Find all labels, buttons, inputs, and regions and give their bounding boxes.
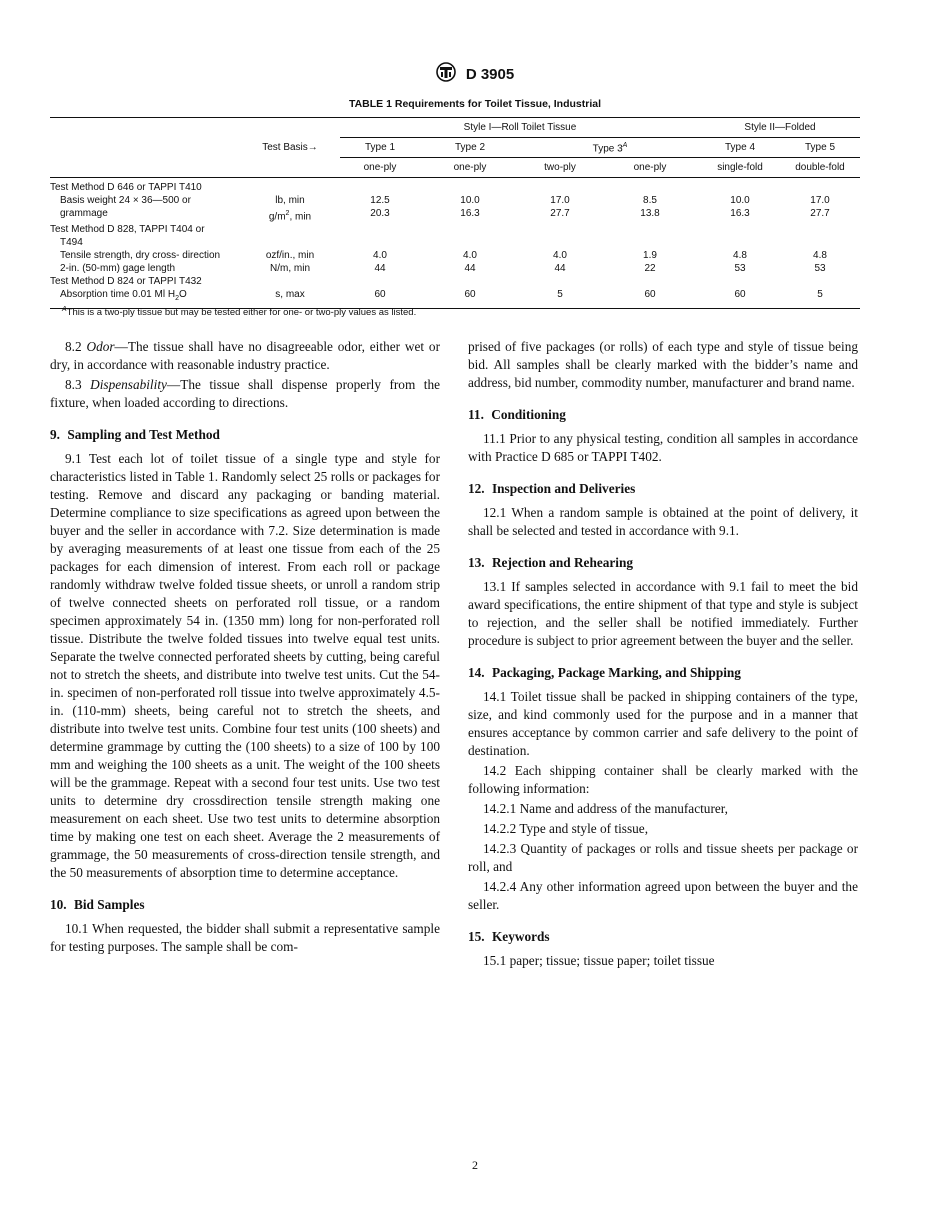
table-cell: 4.0 [373,250,387,262]
section-14-heading [468,664,858,682]
section-15-heading [468,928,858,946]
section-12-heading [468,480,858,498]
section-title: Packaging, Package Marking, and Shipping [491,665,741,680]
table-cell: 10.0 [460,195,480,206]
table-cell: 27.7 [550,208,570,219]
table-cell: 44 [554,263,566,275]
table-cell: 4.8 [733,250,747,262]
grammage-label: grammage [60,208,108,219]
section-13-heading [468,554,858,572]
table-row [50,262,860,275]
table-cell: 5 [780,288,860,309]
paragraph-10-1: 10.1 When requested, the bidder shall submit a representative sample for testing purposes. The sample shall be com- [50,921,440,954]
para-term: Dispensability [90,377,167,392]
ply-3a: two-ply [520,158,600,178]
table-cell: 17.0 [810,195,830,206]
tensile-label: Tensile strength, dry cross- direction [60,250,221,262]
table-cell: 60 [340,288,420,309]
para-text: —The tissue shall have no disagreeable odor, either wet or dry, in accordance with reasonable industry practice. [50,339,440,372]
table-footnote [62,306,416,318]
footnote-text: This is a two-ply tissue but may be tested either for one- or two-ply values as listed. [66,307,417,319]
paragraph-9-1: 9.1 Test each lot of toilet tissue of a single type and style for characteristics listed in Table 1. Randomly select 25 rolls or packages for testing. Remove and discard any packaging or banding material. Determine compliance to size specifications as agreed upon between the buyer and the seller in accordance with 7.2. Size determination is made by averaging measurements of at least one tissue from each of the 25 packages for each dimension of interest. From each roll or package randomly withdraw twelve folded tissue sheets, or unroll a random strip of twelve connected sheets on perforated roll tissue, or a random specimen approximately 54 in. (1350 mm) long for non-perforated roll tissue. Distribute the twelve folded tissues into twelve equal test units. Separate the twelve connected perforated sheets by cutting, being careful not to stretch the sheets, and distribute into twelve test units. Cut the 54-in. specimen of non-perforated roll tissue into twelve approximately 4.5-in. (110-mm) sheets, being careful not to stretch the sheets, and distribute into twelve test units. Combine four test units (100 sheets) and determine grammage by cutting the (100 sheets) to a size of 100 by 100 mm and weighing the 100 sheets as a unit. The weight of the 100 sheets will be the grammage. Repeat with a second four test units. Use two test units to determine dry crossdirection tensile strength making one measurement on each sheet. Use two test units to determine absorption time by making one test on each sheet. Average the 2 measurements of grammage, the 50 measurements of cross-direction tensile strength, and the 50 measurements of absorption time to determine acceptance. [50,451,440,880]
section-number: 12. [468,481,485,496]
table-row [50,223,860,236]
table-cell: 12.5 [370,195,390,206]
ply-3b: one-ply [600,158,700,178]
method-3-label: Test Method D 824 or TAPPI T432 [50,276,202,288]
grammage-unit [240,207,340,223]
paragraph-14-2-1: 14.2.1 Name and address of the manufacturer, [483,801,728,816]
table-cell: 60 [700,288,780,309]
paragraph-14-2-2: 14.2.2 Type and style of tissue, [483,821,649,836]
table-row [50,236,860,249]
tensile-unit: ozf/in., min [265,250,315,262]
para-text: —The tissue shall dispense properly from the fixture, when loaded according to directions. [50,377,440,410]
section-number: 14. [468,665,485,680]
table-row [50,207,860,223]
paragraph-11-1: 11.1 Prior to any physical testing, condition all samples in accordance with Practice D 685 or TAPPI T402. [468,431,858,464]
absorption-label-sub: 2 [175,295,179,303]
requirements-table [50,117,860,309]
para-number: 8.2 [65,339,82,354]
section-number: 15. [468,929,485,944]
table-cell: 17.0 [550,195,570,206]
section-number: 13. [468,555,485,570]
table-cell: 53 [814,263,826,275]
table-cell: 60 [420,288,520,309]
table-cell: 44 [464,263,476,275]
table-cell: 53 [734,263,746,275]
paragraph-8-3 [50,376,440,412]
paragraph-13-1: 13.1 If samples selected in accordance with 9.1 fail to meet the bid award specifications, the entire shipment of that type and style is subject to rejection, and the seller shall be notified immediately. Further procedure is subject to prior agreement between the buyer and the seller. [468,579,858,648]
section-number: 10. [50,897,67,912]
table-cell: 4.8 [813,250,827,262]
table-cell: 16.3 [730,208,750,219]
grammage-unit-exp: 2 [285,210,290,217]
type-2-header: Type 2 [420,138,520,158]
paragraph-15-1: 15.1 paper; tissue; tissue paper; toilet tissue [483,953,715,968]
paragraph-8-2 [50,338,440,374]
paragraph-14-2-4: 14.2.4 Any other information agreed upon between the buyer and the seller. [468,879,858,912]
section-9-heading [50,426,440,444]
table-row [50,178,860,195]
paragraph-14-2: 14.2 Each shipping container shall be clearly marked with the following information: [468,763,858,796]
section-title: Rejection and Rehearing [491,555,634,570]
section-title: Sampling and Test Method [67,427,220,442]
section-11-heading [468,406,858,424]
ply-4: single-fold [700,158,780,178]
type-3-footnote-mark: A [622,142,628,150]
style-2-header: Style II—Folded [700,118,860,138]
section-title: Conditioning [491,407,566,422]
section-title: Inspection and Deliveries [491,481,636,496]
method-2-label: Test Method D 828, TAPPI T404 or [50,224,205,236]
table-row [50,194,860,207]
basis-weight-label: Basis weight 24 × 36—500 or [60,195,191,206]
table-cell: 13.8 [640,208,660,219]
table-row [50,275,860,288]
ply-5: double-fold [780,158,860,178]
footnote-mark: A [62,306,67,313]
paragraph-12-1: 12.1 When a random sample is obtained at the point of delivery, it shall be selected and tested in accordance with 9.1. [468,505,858,538]
gage-label: 2-in. (50-mm) gage length [60,263,176,275]
method-2-label-cont: T494 [60,237,83,249]
document-designation: D 3905 [465,66,515,83]
type-5-header: Type 5 [780,138,860,158]
page-number: 2 [472,1158,478,1172]
section-title: Bid Samples [73,897,145,912]
table-caption: TABLE 1 Requirements for Toilet Tissue, Industrial [348,98,602,110]
table-cell: 16.3 [460,208,480,219]
table-cell: 4.0 [553,250,567,262]
table-cell: 44 [374,263,386,275]
section-10-heading [50,896,440,914]
section-title: Keywords [491,929,550,944]
method-1-label: Test Method D 646 or TAPPI T410 [50,182,202,193]
table-cell: 5 [520,288,600,309]
gage-unit: N/m, min [270,263,310,275]
style-1-header: Style I—Roll Toilet Tissue [340,118,700,138]
table-cell: 4.0 [463,250,477,262]
paragraph-14-2-3: 14.2.3 Quantity of packages or rolls and tissue sheets per package or roll, and [468,841,858,874]
type-3-label: Type 3 [592,143,623,155]
type-1-header: Type 1 [340,138,420,158]
paragraph-10-1-cont: prised of five packages (or rolls) of each type and style of tissue being bid. All samples shall be clearly marked with the bidder’s name and address, bid number, commodity number, manufacturer and brand name. [468,339,858,390]
astm-logo-icon [436,62,456,87]
ply-2: one-ply [420,158,520,178]
table-cell: 27.7 [810,208,830,219]
table-cell: 22 [644,263,656,275]
table-row [50,249,860,262]
para-number: 8.3 [65,377,82,392]
left-column [50,338,440,958]
paragraph-14-1: 14.1 Toilet tissue shall be packed in shipping containers of the type, size, and kind commonly used for the purpose and in a manner that ensures acceptance by common carrier and safe delivery to the point of destination. [468,689,858,758]
absorption-unit: s, max [240,288,340,309]
ply-1: one-ply [340,158,420,178]
table-cell: 8.5 [643,195,657,206]
document-header [0,62,950,87]
type-4-header: Type 4 [700,138,780,158]
type-3-header [520,138,700,158]
absorption-label-post: O [178,289,187,301]
section-number: 11. [468,407,484,422]
grammage-unit-suffix: , min [289,211,312,223]
table-cell: 60 [600,288,700,309]
table-cell: 20.3 [370,208,390,219]
basis-weight-unit: lb, min [275,195,305,206]
absorption-label-pre: Absorption time 0.01 Ml H [60,289,176,301]
para-term: Odor [86,339,115,354]
grammage-unit-base: g/m [268,211,286,223]
table-cell: 10.0 [730,195,750,206]
section-number: 9. [50,427,60,442]
table-cell: 1.9 [643,250,657,262]
test-basis-label: Test Basis→ [262,142,318,153]
right-column [468,338,858,972]
